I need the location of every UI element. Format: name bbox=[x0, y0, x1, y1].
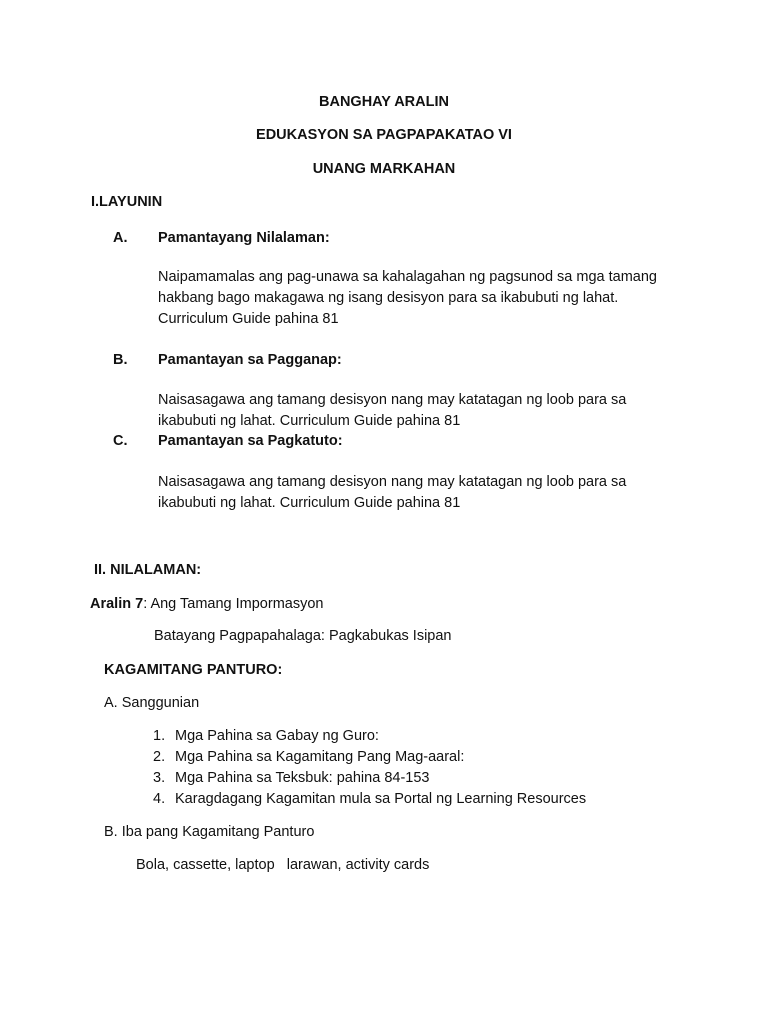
item-b-body bbox=[158, 390, 678, 432]
iba-pang-kagamitan-label: B. Iba pang Kagamitang Panturo bbox=[104, 824, 315, 840]
item-c-letter: C. bbox=[113, 433, 128, 449]
list-item-text: Mga Pahina sa Teksbuk: pahina 84-153 bbox=[175, 770, 430, 786]
list-item-number: 1. bbox=[153, 728, 166, 744]
list-item-number: 4. bbox=[153, 791, 166, 807]
item-b-line-1: Naisasagawa ang tamang desisyon nang may katatagan ng loob para sa bbox=[158, 392, 627, 408]
section-kagamitan-heading: KAGAMITANG PANTURO: bbox=[104, 662, 283, 678]
item-b-letter: B. bbox=[113, 352, 128, 368]
item-b-title: Pamantayan sa Pagganap: bbox=[158, 352, 342, 368]
quarter-title: UNANG MARKAHAN bbox=[312, 161, 456, 177]
list-item bbox=[153, 789, 587, 809]
list-item bbox=[153, 726, 379, 746]
aralin-label: Aralin 7 bbox=[90, 596, 144, 612]
section-layunin-heading: I.LAYUNIN bbox=[91, 194, 163, 210]
document-title: BANGHAY ARALIN bbox=[319, 94, 449, 110]
list-item-text: Karagdagang Kagamitan mula sa Portal ng Learning Resources bbox=[175, 791, 587, 807]
item-c-body bbox=[158, 472, 678, 514]
sanggunian-label: A. Sanggunian bbox=[104, 695, 200, 711]
materials-list: Bola, cassette, laptop larawan, activity cards bbox=[136, 857, 430, 873]
item-a-line-2: hakbang bago makagawa ng isang desisyon para sa ikabubuti ng lahat. bbox=[158, 290, 619, 306]
item-a-line-3: Curriculum Guide pahina 81 bbox=[158, 311, 339, 327]
list-item bbox=[153, 768, 430, 788]
item-a-title: Pamantayang Nilalaman: bbox=[158, 230, 330, 246]
item-b-line-2: ikabubuti ng lahat. Curriculum Guide pahina 81 bbox=[158, 413, 461, 429]
aralin-text: : Ang Tamang Impormasyon bbox=[143, 596, 324, 612]
aralin-line bbox=[90, 594, 323, 614]
batayang-pagpapahalaga: Batayang Pagpapahalaga: Pagkabukas Isipan bbox=[154, 628, 452, 644]
item-c-title: Pamantayan sa Pagkatuto: bbox=[158, 433, 343, 449]
item-a-body bbox=[158, 267, 678, 330]
item-a-letter: A. bbox=[113, 230, 128, 246]
list-item bbox=[153, 747, 465, 767]
item-c-line-1: Naisasagawa ang tamang desisyon nang may katatagan ng loob para sa bbox=[158, 474, 627, 490]
list-item-text: Mga Pahina sa Kagamitang Pang Mag-aaral: bbox=[175, 749, 465, 765]
section-nilalaman-heading: II. NILALAMAN: bbox=[94, 562, 202, 578]
list-item-number: 2. bbox=[153, 749, 166, 765]
item-c-line-2: ikabubuti ng lahat. Curriculum Guide pahina 81 bbox=[158, 495, 461, 511]
list-item-text: Mga Pahina sa Gabay ng Guro: bbox=[175, 728, 379, 744]
subject-title: EDUKASYON SA PAGPAPAKATAO VI bbox=[256, 127, 512, 143]
list-item-number: 3. bbox=[153, 770, 166, 786]
item-a-line-1: Naipamamalas ang pag-unawa sa kahalagahan ng pagsunod sa mga tamang bbox=[158, 269, 657, 285]
